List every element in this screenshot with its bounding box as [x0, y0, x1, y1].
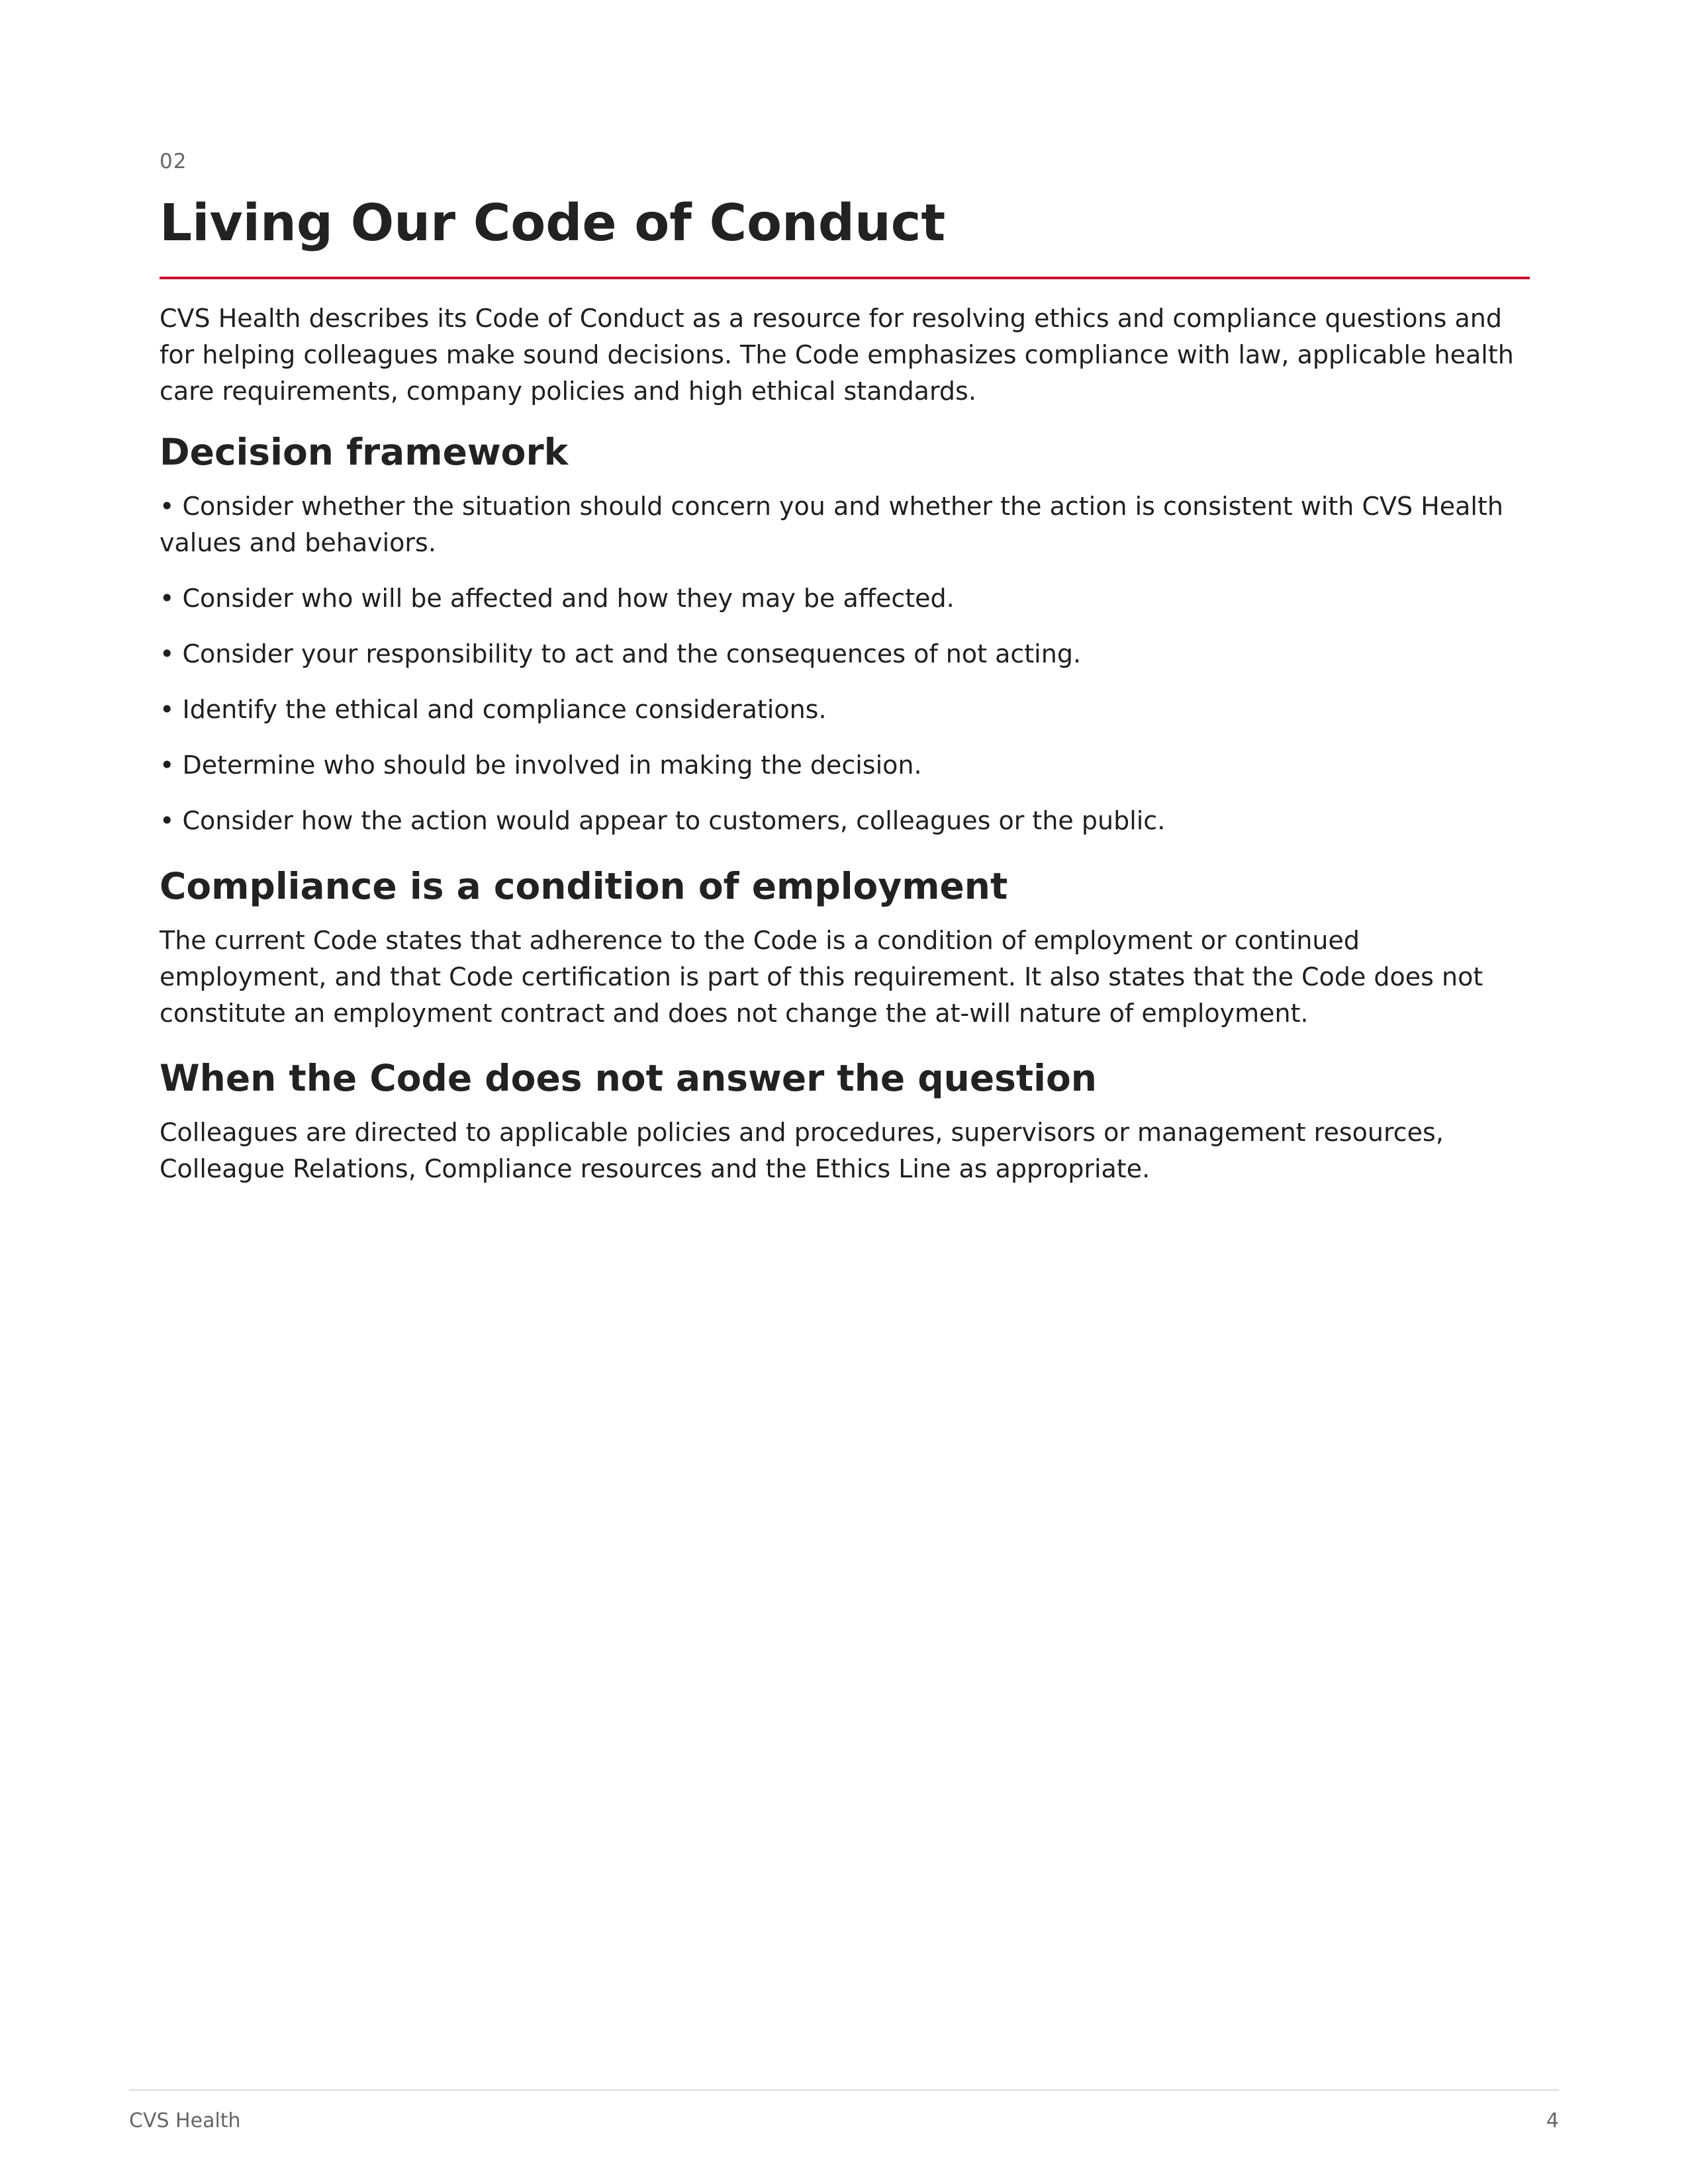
title-divider: [160, 277, 1530, 279]
list-item: • Identify the ethical and compliance considerations.: [160, 695, 827, 724]
compliance-heading: Compliance is a condition of employment: [160, 865, 1008, 907]
list-item: • Consider how the action would appear to customers, colleagues or the public.: [160, 806, 1166, 835]
list-item: • Consider whether the situation should concern you and whether the action is consistent with CVS Health values and behaviors.: [160, 492, 1503, 557]
compliance-paragraph: The current Code states that adherence to the Code is a condition of employment or continued employment, and that Code certification is part of this requirement. It also states that the Code does not constitute an employment contract and does not change the at-will nature of employment.: [160, 926, 1483, 1028]
unanswered-heading: When the Code does not answer the question: [160, 1057, 1097, 1099]
page-title: Living Our Code of Conduct: [160, 194, 946, 253]
intro-paragraph: CVS Health describes its Code of Conduct as a resource for resolving ethics and compliance questions and for helping colleagues make sound decisions. The Code emphasizes compliance with law, applicable health care requirements, company policies and high ethical standards.: [160, 304, 1514, 406]
decision-framework-heading: Decision framework: [160, 431, 569, 473]
list-item: • Consider who will be affected and how they may be affected.: [160, 584, 955, 613]
footer-divider: [129, 2089, 1559, 2091]
list-item: • Determine who should be involved in making the decision.: [160, 751, 922, 780]
page-content: [160, 148, 1530, 1183]
section-number: 02: [160, 150, 187, 173]
list-item: • Consider your responsibility to act and the consequences of not acting.: [160, 639, 1082, 668]
decision-framework-list: [160, 488, 1530, 858]
unanswered-paragraph: Colleagues are directed to applicable policies and procedures, supervisors or management resources, Colleague Relations, Compliance resources and the Ethics Line as appropriate.: [160, 1118, 1444, 1183]
footer-page-number: 4: [1546, 2109, 1559, 2132]
footer-company-name: CVS Health: [129, 2109, 241, 2132]
